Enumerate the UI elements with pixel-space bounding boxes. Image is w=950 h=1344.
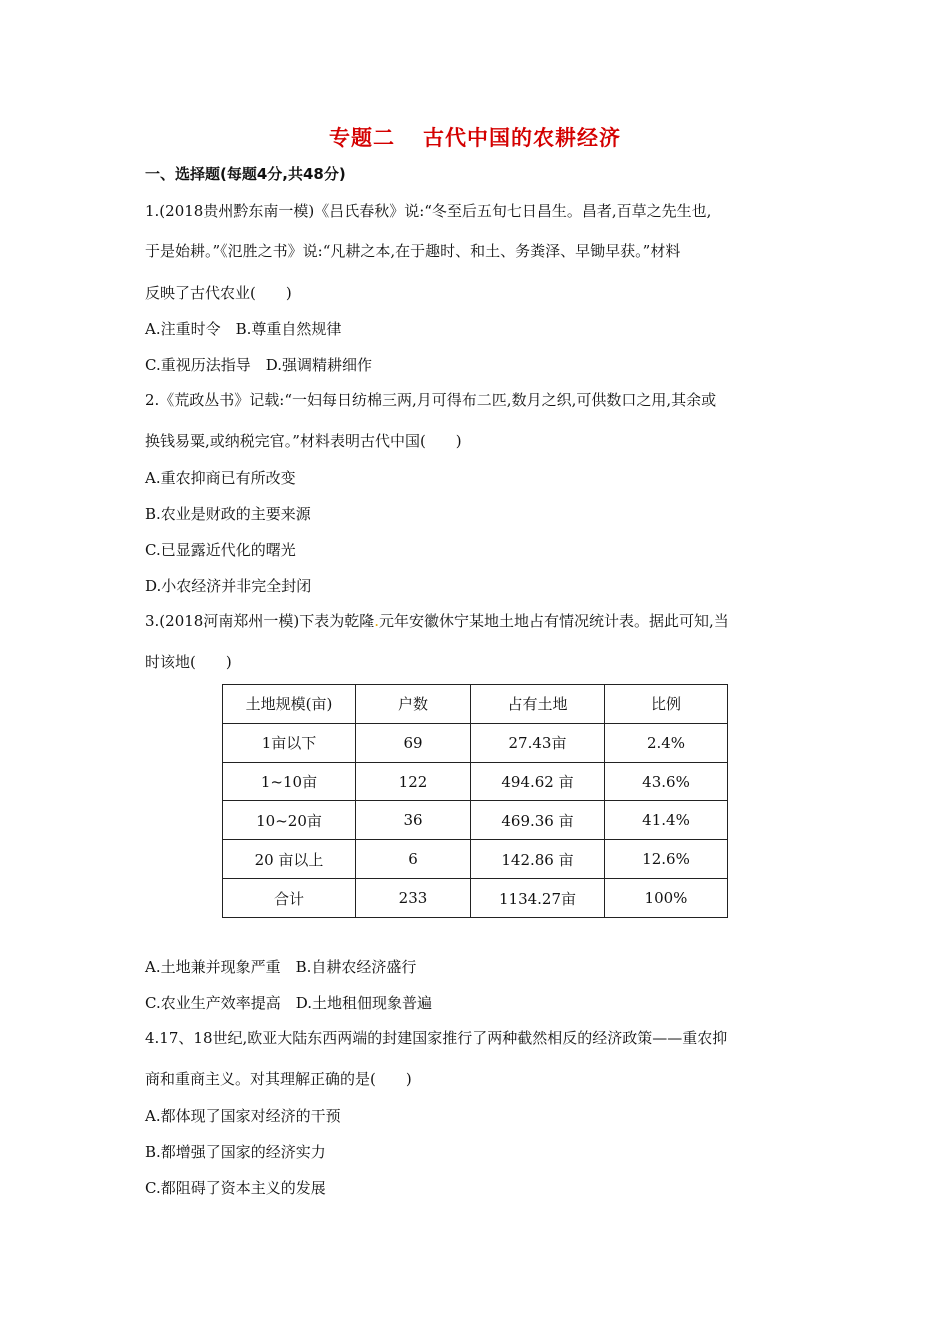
table-cell: 1亩以下: [223, 723, 356, 762]
option-line: A.土地兼并现象严重 B.自耕农经济盛行: [145, 958, 417, 976]
table-row: [223, 840, 728, 879]
table-cell: 20 亩以上: [223, 840, 356, 879]
text-line: 2.《荒政丛书》记载:“一妇每日纺棉三两,月可得布二匹,数月之织,可供数口之用,其余或: [145, 391, 717, 409]
option-line: D.小农经济并非完全封闭: [145, 577, 312, 595]
text-line: 1.(2018贵州黔东南一模)《吕氏春秋》说:“冬至后五旬七日昌生。昌者,百草之先生也,: [145, 202, 712, 220]
option-line: B.都增强了国家的经济实力: [145, 1143, 326, 1161]
text-line: 商和重商主义。对其理解正确的是( ): [145, 1070, 412, 1088]
table-cell: 494.62 亩: [471, 762, 605, 801]
table-header-cell: 占有土地: [471, 685, 605, 724]
table-row: [223, 762, 728, 801]
text-line: 于是始耕。”《氾胜之书》说:“凡耕之本,在于趣时、和土、务粪泽、早锄早获。”材料: [145, 242, 681, 260]
text-line: 反映了古代农业( ): [145, 284, 292, 302]
option-line: C.农业生产效率提高 D.土地租佃现象普遍: [145, 994, 432, 1012]
table-cell: 43.6%: [605, 762, 728, 801]
option-line: B.农业是财政的主要来源: [145, 505, 311, 523]
table-cell: 69: [356, 723, 471, 762]
option-line: C.都阻碍了资本主义的发展: [145, 1179, 326, 1197]
section-heading: 一、选择题(每题4分,共48分): [145, 165, 346, 183]
option-line: A.注重时令 B.尊重自然规律: [145, 320, 342, 338]
table-cell: 2.4%: [605, 723, 728, 762]
table-cell: 10~20亩: [223, 801, 356, 840]
text-line: 换钱易粟,或纳税完官。”材料表明古代中国( ): [145, 432, 462, 450]
option-line: A.重农抑商已有所改变: [145, 469, 296, 487]
table-cell: 1134.27亩: [471, 879, 605, 918]
table-cell: 233: [356, 879, 471, 918]
table-cell: 12.6%: [605, 840, 728, 879]
table-cell: 142.86 亩: [471, 840, 605, 879]
option-line: C.已显露近代化的曙光: [145, 541, 296, 559]
table-header-cell: 比例: [605, 685, 728, 724]
question-3-line-2: 时该地( ): [145, 653, 232, 671]
table-cell: 469.36 亩: [471, 801, 605, 840]
table-cell: 27.43亩: [471, 723, 605, 762]
table-row: [223, 879, 728, 918]
q3-text-a: 3.(2018河南郑州一模)下表为乾隆: [145, 612, 375, 630]
table-cell: 1~10亩: [223, 762, 356, 801]
marker-dot: .: [374, 612, 379, 630]
land-statistics-table: [222, 684, 728, 918]
option-line: A.都体现了国家对经济的干预: [145, 1107, 341, 1125]
q3-text-b: 元年安徽休宁某地土地占有情况统计表。据此可知,当: [378, 612, 729, 630]
table-cell: 36: [356, 801, 471, 840]
table-cell: 合计: [223, 879, 356, 918]
text-line: 4.17、18世纪,欧亚大陆东西两端的封建国家推行了两种截然相反的经济政策——重农抑: [145, 1029, 728, 1047]
table-cell: 41.4%: [605, 801, 728, 840]
page-title: [0, 122, 950, 152]
table-cell: 6: [356, 840, 471, 879]
title-part1: 专题二: [329, 126, 395, 150]
table-header-cell: 土地规模(亩): [223, 685, 356, 724]
table-cell: 122: [356, 762, 471, 801]
table-row: [223, 723, 728, 762]
question-3-line-1: [145, 610, 729, 631]
title-part2: 古代中国的农耕经济: [423, 126, 621, 150]
table-header-cell: 户数: [356, 685, 471, 724]
option-line: C.重视历法指导 D.强调精耕细作: [145, 356, 372, 374]
table-cell: 100%: [605, 879, 728, 918]
table-row: [223, 801, 728, 840]
table-header-row: [223, 685, 728, 724]
